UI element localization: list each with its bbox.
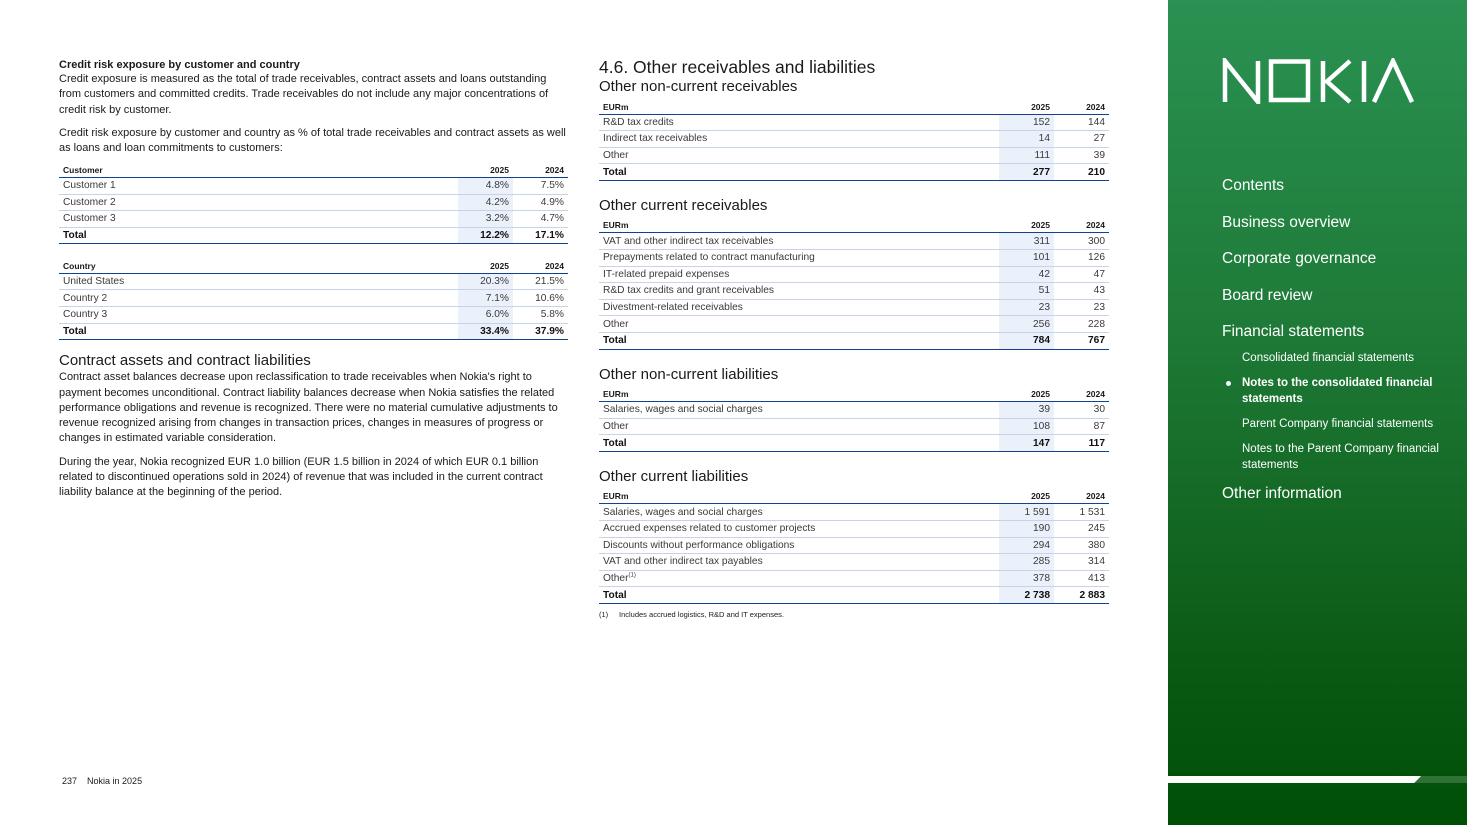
value-2025: 784 (999, 332, 1054, 349)
table-row (599, 316, 1109, 333)
row-label: Total (599, 164, 999, 181)
value-2024: 21.5% (513, 273, 568, 290)
table-title: Other non-current liabilities (599, 365, 779, 383)
nav-sub-notes-consolidated[interactable]: Notes to the consolidated financial statements (1222, 375, 1452, 407)
row-label: Other (599, 316, 999, 333)
footnote-text: Includes accrued logistics, R&D and IT expenses. (619, 609, 784, 619)
value-2024: 314 (1054, 554, 1109, 571)
table-header: 2024 (1054, 489, 1109, 504)
table-header: 2025 (999, 99, 1054, 114)
row-label: Customer 2 (59, 194, 458, 211)
table-total-row (599, 435, 1109, 452)
reading-progress-bar (1168, 776, 1467, 783)
row-label: Customer 1 (59, 177, 458, 194)
value-2025: 4.2% (458, 194, 513, 211)
footnote-mark: (1) (599, 609, 609, 619)
value-2025: 277 (999, 164, 1054, 181)
table-header: 2024 (1054, 99, 1109, 114)
table-row (599, 402, 1109, 419)
value-2025: 6.0% (458, 307, 513, 324)
value-2024: 126 (1054, 249, 1109, 266)
value-2024: 37.9% (513, 323, 568, 340)
value-2025: 7.1% (458, 290, 513, 307)
value-2025: 14 (999, 131, 1054, 148)
table-row (599, 520, 1109, 537)
value-2024: 47 (1054, 266, 1109, 283)
middle-column (599, 56, 1109, 619)
row-label: Divestment-related receivables (599, 299, 999, 316)
row-label: Discounts without performance obligations (599, 537, 999, 554)
value-2025: 152 (999, 114, 1054, 131)
value-2024: 10.6% (513, 290, 568, 307)
value-2024: 300 (1054, 233, 1109, 250)
row-label: Customer 3 (59, 211, 458, 228)
table-row (599, 299, 1109, 316)
nav-sub-parent-company[interactable]: Parent Company financial statements (1242, 417, 1434, 430)
nav-item-other-information[interactable]: Other information (1222, 484, 1342, 502)
value-2024: 2 883 (1054, 587, 1109, 604)
page-footer (62, 776, 152, 786)
other-current-liabilities-table (599, 489, 1109, 604)
sidebar (1168, 0, 1467, 825)
row-label: Total (599, 587, 999, 604)
table-header: 2024 (1054, 218, 1109, 233)
table-title: Other non-current receivables (599, 78, 798, 95)
value-2025: 294 (999, 537, 1054, 554)
value-2024: 210 (1054, 164, 1109, 181)
credit-risk-paragraph-2: Credit risk exposure by customer and country as % of total trade receivables and contract assets as well as loans and loan commitments to customers: (59, 126, 566, 155)
row-label: VAT and other indirect tax receivables (599, 233, 999, 250)
section-heading: 4.6. Other receivables and liabilities (599, 57, 876, 77)
value-2024: 1 531 (1054, 504, 1109, 521)
nav-sub-consolidated[interactable]: Consolidated financial statements (1242, 351, 1414, 364)
contract-assets-heading: Contract assets and contract liabilities (59, 352, 311, 370)
country-credit-table (59, 258, 568, 340)
row-label: R&D tax credits and grant receivables (599, 283, 999, 300)
table-title: Other current receivables (599, 196, 768, 214)
contract-paragraph-1: Contract asset balances decrease upon reclassification to trade receivables when Nokia's right to payment becomes unconditional. Contract liability balances decrease when Nokia satisfies the related performance obligations and revenue is recognized. There were no material cumulative adjustments to revenue recognized arising from changes in transaction prices, changes in measures of progress or changes in estimated variable consideration. (59, 371, 558, 445)
table-row (599, 537, 1109, 554)
value-2025: 2 738 (999, 587, 1054, 604)
page-number: 237 (62, 776, 78, 786)
table-total-row (599, 332, 1109, 349)
row-label: Salaries, wages and social charges (599, 402, 999, 419)
nav-item-business-overview[interactable]: Business overview (1222, 213, 1351, 231)
table-header: 2025 (999, 489, 1054, 504)
table-total-row (599, 587, 1109, 604)
value-2024: 39 (1054, 147, 1109, 164)
document-title: Nokia in 2025 (87, 776, 143, 786)
value-2024: 4.7% (513, 211, 568, 228)
value-2025: 42 (999, 266, 1054, 283)
row-label: Other (599, 418, 999, 435)
value-2025: 378 (999, 570, 1054, 587)
row-label: R&D tax credits (599, 114, 999, 131)
value-2025: 3.2% (458, 211, 513, 228)
table-total-row (59, 227, 568, 244)
table-row (599, 131, 1109, 148)
nav-sub-notes-parent[interactable]: Notes to the Parent Company financial statements (1242, 442, 1439, 471)
sidebar-nav (1222, 175, 1452, 519)
table-row (59, 273, 568, 290)
table-header: 2025 (999, 218, 1054, 233)
table-row (59, 194, 568, 211)
nav-item-financial-statements[interactable]: Financial statements (1222, 323, 1365, 340)
financial-statements-submenu (1222, 350, 1452, 473)
table-header: EURm (599, 387, 999, 402)
table-row (59, 211, 568, 228)
value-2025: 23 (999, 299, 1054, 316)
row-label: United States (59, 273, 458, 290)
value-2025: 39 (999, 402, 1054, 419)
table-header: Country (59, 258, 458, 273)
value-2024: 43 (1054, 283, 1109, 300)
value-2025: 190 (999, 520, 1054, 537)
other-current-receivables-table (599, 218, 1109, 350)
value-2024: 767 (1054, 332, 1109, 349)
row-label: Total (599, 332, 999, 349)
row-label: Total (59, 227, 458, 244)
row-label (599, 570, 999, 587)
table-row (59, 290, 568, 307)
nav-item-board-review[interactable]: Board review (1222, 286, 1313, 304)
table-header: Customer (59, 162, 458, 177)
row-label: Indirect tax receivables (599, 131, 999, 148)
table-header: EURm (599, 218, 999, 233)
value-2025: 51 (999, 283, 1054, 300)
value-2024: 380 (1054, 537, 1109, 554)
progress-fill (1168, 776, 1421, 783)
credit-risk-paragraph-1: Credit exposure is measured as the total of trade receivables, contract assets and loans outstanding from customers and committed credits. Trade receivables do not include any major concentrations of credit risk by customer. (59, 73, 549, 116)
table-header: 2024 (1054, 387, 1109, 402)
value-2024: 413 (1054, 570, 1109, 587)
table-row (599, 418, 1109, 435)
table-header: 2024 (513, 162, 568, 177)
value-2025: 111 (999, 147, 1054, 164)
other-noncurrent-liabilities-table (599, 387, 1109, 452)
footnote-marker: (1) (628, 572, 636, 579)
value-2025: 147 (999, 435, 1054, 452)
table-row (599, 147, 1109, 164)
row-label: Accrued expenses related to customer projects (599, 520, 999, 537)
value-2024: 23 (1054, 299, 1109, 316)
credit-risk-title: Credit risk exposure by customer and country (59, 59, 300, 71)
value-2025: 20.3% (458, 273, 513, 290)
value-2025: 256 (999, 316, 1054, 333)
value-2025: 101 (999, 249, 1054, 266)
row-label-text: Other (603, 572, 629, 584)
table-row (599, 266, 1109, 283)
table-header: 2025 (458, 162, 513, 177)
table-header: EURm (599, 489, 999, 504)
value-2024: 245 (1054, 520, 1109, 537)
table-header: 2024 (513, 258, 568, 273)
table-header: 2025 (999, 387, 1054, 402)
value-2024: 228 (1054, 316, 1109, 333)
contract-paragraph-2: During the year, Nokia recognized EUR 1.0 billion (EUR 1.5 billion in 2024 of which EUR 0.1 billion related to discontinued operations sold in 2024) of revenue that was included in the current contract liability balance at the beginning of the period. (59, 455, 543, 499)
table-total-row (59, 323, 568, 340)
value-2025: 311 (999, 233, 1054, 250)
value-2024: 27 (1054, 131, 1109, 148)
value-2025: 12.2% (458, 227, 513, 244)
table-header: EURm (599, 99, 999, 114)
table-row (599, 249, 1109, 266)
value-2024: 7.5% (513, 177, 568, 194)
value-2025: 285 (999, 554, 1054, 571)
row-label: IT-related prepaid expenses (599, 266, 999, 283)
nav-item-contents[interactable]: Contents (1222, 177, 1285, 194)
value-2024: 30 (1054, 402, 1109, 419)
other-noncurrent-receivables-table (599, 99, 1109, 181)
row-label: VAT and other indirect tax payables (599, 554, 999, 571)
value-2025: 1 591 (999, 504, 1054, 521)
row-label: Total (59, 323, 458, 340)
value-2024: 144 (1054, 114, 1109, 131)
value-2024: 4.9% (513, 194, 568, 211)
value-2024: 87 (1054, 418, 1109, 435)
table-total-row (599, 164, 1109, 181)
value-2025: 33.4% (458, 323, 513, 340)
value-2025: 108 (999, 418, 1054, 435)
nokia-logo (1222, 58, 1414, 104)
nav-item-corporate-governance[interactable]: Corporate governance (1222, 250, 1377, 267)
table-row (599, 570, 1109, 587)
table-row (599, 114, 1109, 131)
row-label: Country 2 (59, 290, 458, 307)
value-2024: 5.8% (513, 307, 568, 324)
row-label: Salaries, wages and social charges (599, 504, 999, 521)
row-label: Total (599, 435, 999, 452)
table-row (599, 283, 1109, 300)
left-column (59, 58, 568, 501)
row-label: Other (599, 147, 999, 164)
customer-credit-table (59, 162, 568, 244)
table-row (59, 307, 568, 324)
table-header: 2025 (458, 258, 513, 273)
row-label: Country 3 (59, 307, 458, 324)
table-row (599, 554, 1109, 571)
row-label: Prepayments related to contract manufacturing (599, 249, 999, 266)
table-title: Other current liabilities (599, 467, 749, 485)
table-row (599, 233, 1109, 250)
value-2025: 4.8% (458, 177, 513, 194)
table-row (599, 504, 1109, 521)
value-2024: 117 (1054, 435, 1109, 452)
value-2024: 17.1% (513, 227, 568, 244)
footnote (599, 610, 1109, 619)
table-row (59, 177, 568, 194)
